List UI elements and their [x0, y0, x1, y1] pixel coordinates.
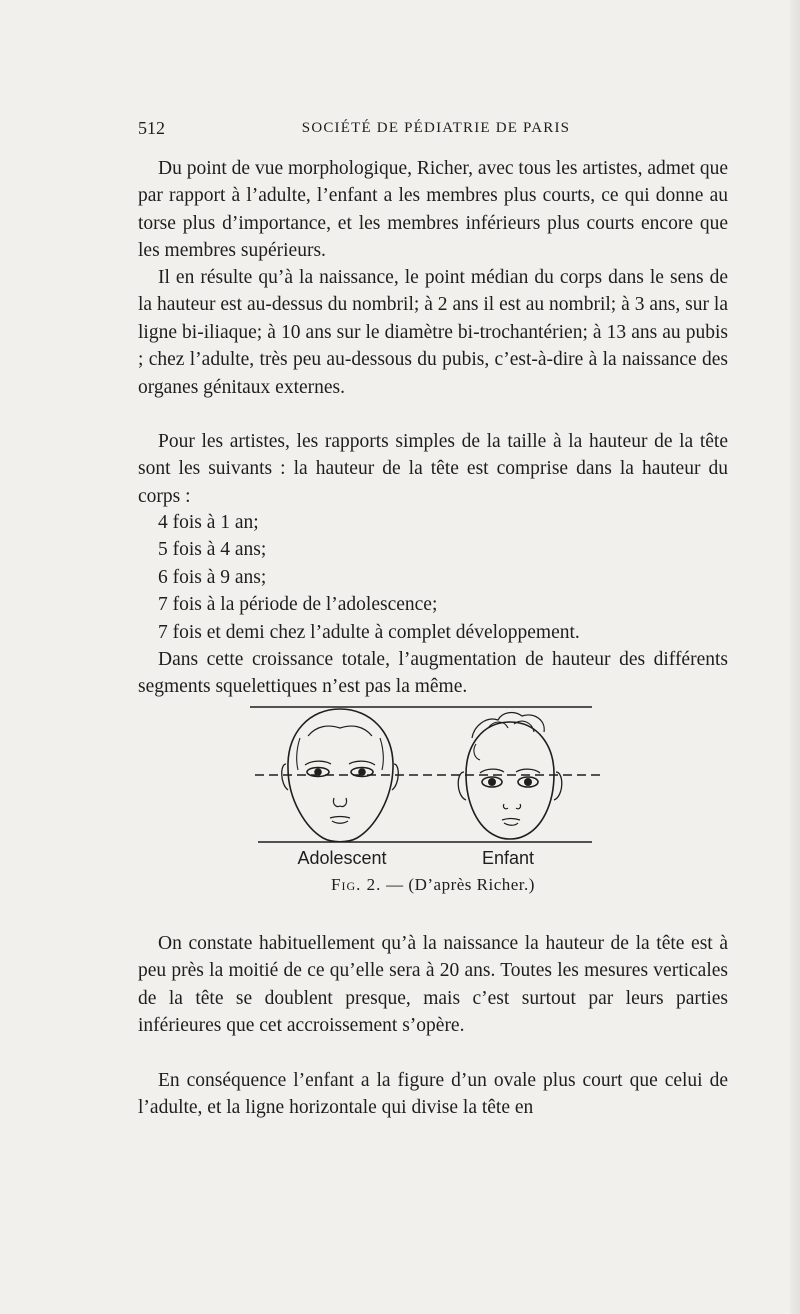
head-comparison-figure: [250, 700, 610, 868]
list-item: 5 fois à 4 ans;: [158, 539, 267, 561]
paragraph-artists-ratios: Pour les artistes, les rapports simples de la taille à la hauteur de la tête sont les suivants : la hauteur de la tête est comprise dans la hauteur du corps :: [138, 431, 728, 507]
page-edge: [790, 0, 800, 1314]
page-number: 512: [138, 118, 165, 138]
paragraph-growth: Dans cette croissance totale, l’augmentation de hauteur des différents segments squelettiques n’est pas la même.: [138, 649, 728, 698]
label-enfant: Enfant: [481, 848, 535, 868]
label-adolescent: Adolescent: [297, 848, 387, 868]
paragraph-morphology: Du point de vue morphologique, Richer, avec tous les artistes, admet que par rapport à l’adulte, l’enfant a les membres plus courts, ce qui donne au torse plus d’importance, et les membres inférieurs plus courts encore que les membres supérieurs.: [138, 158, 728, 262]
page-header: [138, 118, 734, 144]
caption-text: — (D’après Richer.): [386, 875, 535, 894]
list-item: 7 fois à la période de l’adolescence;: [158, 594, 438, 616]
ratio-list: [138, 509, 728, 646]
paragraph-birth-head: On constate habituellement qu’à la naissance la hauteur de la tête est à peu près la moitié de ce qu’elle sera à 20 ans. Toutes les mesures verticales de la tête se doublent presque, mais c’est surtout par leurs parties inférieures que cet accroissement s’opère.: [138, 933, 728, 1037]
paragraph-consequence: En conséquence l’enfant a la figure d’un ovale plus court que celui de l’adulte, et la ligne horizontale qui divise la tête en: [138, 1070, 728, 1119]
list-item: 4 fois à 1 an;: [158, 512, 259, 533]
running-title: SOCIÉTÉ DE PÉDIATRIE DE PARIS: [301, 120, 571, 136]
figure-caption: [138, 875, 728, 895]
paragraph-median-point: Il en résulte qu’à la naissance, le point médian du corps dans le sens de la hauteur est au-dessus du nombril; à 2 ans il est au nombril; à 3 ans, sur la ligne bi-iliaque; à 10 ans sur le diamètre bi-trochantérien; à 13 ans au pubis ; chez l’adulte, très peu au-dessous du pubis, c’est-à-dire à la naissance des organes génitaux externes.: [138, 267, 728, 398]
list-item: 7 fois et demi chez l’adulte à complet développement.: [158, 621, 580, 643]
caption-label: Fig. 2.: [331, 875, 382, 894]
list-item: 6 fois à 9 ans;: [158, 566, 267, 588]
